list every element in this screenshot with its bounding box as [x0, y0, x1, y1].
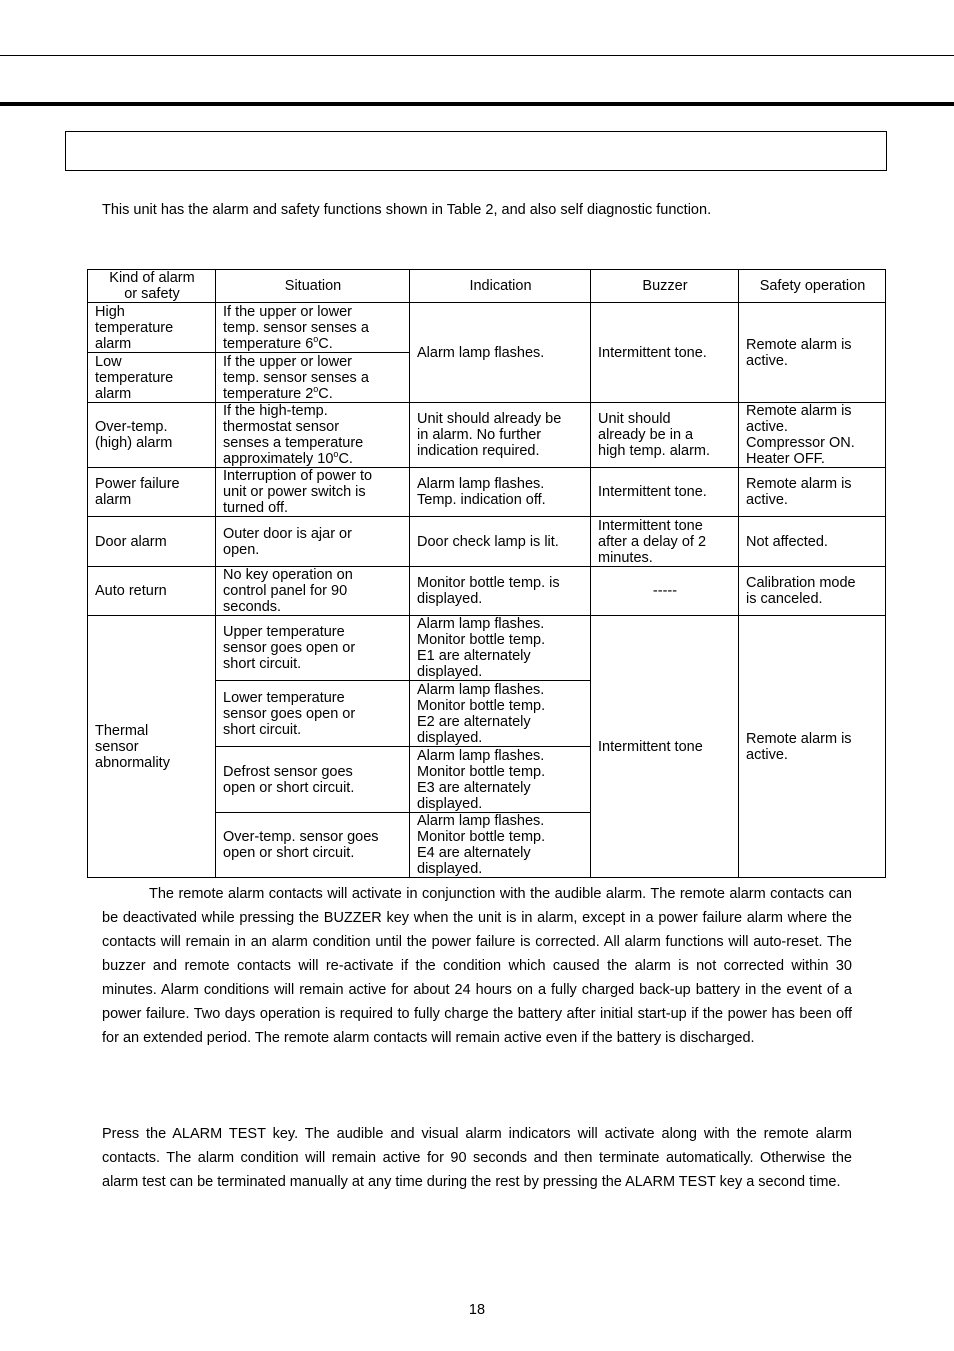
remote-alarm-paragraph: The remote alarm contacts will activate in conjunction with the audible alarm. The remote alarm contacts can be deactivated while pressing the BUZZER key when the unit is in alarm, except in a power failure alarm where the contacts will remain in an alarm condition until the power failure is corrected. All alarm functions will auto-reset. The buzzer and remote contacts will re-activate if the condition which caused the alarm is not corrected within 30 minutes. Alarm conditions will remain active for about 24 hours on a fully charged back-up battery in the event of a power failure. Two days operation is required to fully charge the battery after initial start-up if the power has been off for an extended period. The remote alarm contacts will remain active even if the battery is discharged. — [102, 886, 852, 1046]
over-temp-kind: Over-temp. (high) alarm — [88, 403, 216, 468]
power-failure-buzzer: Intermittent tone. — [591, 468, 739, 517]
door-buzzer: Intermittent tone after a delay of 2 minutes. — [591, 517, 739, 567]
table-header-row — [88, 270, 886, 303]
intro-text: This unit has the alarm and safety functions shown in Table 2, and also self diagnostic function. — [102, 202, 712, 218]
section-title-box — [65, 131, 887, 171]
power-failure-indication: Alarm lamp flashes. Temp. indication off. — [410, 468, 591, 517]
header-buzzer: Buzzer — [591, 270, 739, 303]
thermal-safety: Remote alarm is active. — [739, 616, 886, 878]
over-temp-buzzer: Unit should already be in a high temp. alarm. — [591, 403, 739, 468]
table-row — [88, 303, 886, 353]
over-temp-situation: If the high-temp. thermostat sensor senses a temperature approximately 10$^o$C. — [216, 403, 410, 468]
high-temp-situation: If the upper or lower temp. sensor senses a temperature 6$^o$C. — [216, 303, 410, 353]
alarm-table — [87, 269, 886, 878]
high-low-safety: Remote alarm is active. — [739, 303, 886, 403]
thermal-kind: Thermal sensor abnormality — [88, 616, 216, 878]
high-temp-kind: High temperature alarm — [88, 303, 216, 353]
header-rule-thick — [0, 102, 954, 106]
door-safety: Not affected. — [739, 517, 886, 567]
thermal-situation-4: Over-temp. sensor goes open or short circuit. — [216, 813, 410, 878]
power-failure-safety: Remote alarm is active. — [739, 468, 886, 517]
table-row — [88, 517, 886, 567]
thermal-buzzer: Intermittent tone — [591, 616, 739, 878]
power-failure-kind: Power failure alarm — [88, 468, 216, 517]
high-low-indication: Alarm lamp flashes. — [410, 303, 591, 403]
header-situation: Situation — [216, 270, 410, 303]
over-temp-safety: Remote alarm is active. Compressor ON. Heater OFF. — [739, 403, 886, 468]
header-kind: Kind of alarm or safety — [88, 270, 216, 303]
low-temp-kind: Low temperature alarm — [88, 353, 216, 403]
thermal-situation-3: Defrost sensor goes open or short circuit. — [216, 747, 410, 813]
thermal-indication-1: Alarm lamp flashes. Monitor bottle temp. E1 are alternately displayed. — [410, 616, 591, 681]
high-low-buzzer: Intermittent tone. — [591, 303, 739, 403]
page-number: 18 — [468, 1302, 486, 1318]
table-row — [88, 403, 886, 468]
low-temp-situation: If the upper or lower temp. sensor senses a temperature 2$^o$C. — [216, 353, 410, 403]
door-situation: Outer door is ajar or open. — [216, 517, 410, 567]
auto-return-indication: Monitor bottle temp. is displayed. — [410, 567, 591, 616]
door-indication: Door check lamp is lit. — [410, 517, 591, 567]
header-rule-thin — [0, 55, 954, 56]
auto-return-kind: Auto return — [88, 567, 216, 616]
table-row — [88, 616, 886, 681]
thermal-indication-3: Alarm lamp flashes. Monitor bottle temp. E3 are alternately displayed. — [410, 747, 591, 813]
auto-return-safety: Calibration mode is canceled. — [739, 567, 886, 616]
table-row — [88, 468, 886, 517]
thermal-indication-2: Alarm lamp flashes. Monitor bottle temp. E2 are alternately displayed. — [410, 681, 591, 747]
auto-return-situation: No key operation on control panel for 90 seconds. — [216, 567, 410, 616]
header-indication: Indication — [410, 270, 591, 303]
over-temp-indication: Unit should already be in alarm. No further indication required. — [410, 403, 591, 468]
thermal-situation-2: Lower temperature sensor goes open or short circuit. — [216, 681, 410, 747]
auto-return-buzzer: ----- — [591, 567, 739, 616]
power-failure-situation: Interruption of power to unit or power switch is turned off. — [216, 468, 410, 517]
door-kind: Door alarm — [88, 517, 216, 567]
table-row — [88, 567, 886, 616]
header-safety: Safety operation — [739, 270, 886, 303]
thermal-indication-4: Alarm lamp flashes. Monitor bottle temp. E4 are alternately displayed. — [410, 813, 591, 878]
alarm-test-paragraph: Press the ALARM TEST key. The audible and visual alarm indicators will activate along with the remote alarm contacts. The alarm condition will remain active for 90 seconds and then terminate automatically. Otherwise the alarm test can be terminated manually at any time during the rest by pressing the ALARM TEST key a second time. — [102, 1126, 852, 1190]
thermal-situation-1: Upper temperature sensor goes open or short circuit. — [216, 616, 410, 681]
